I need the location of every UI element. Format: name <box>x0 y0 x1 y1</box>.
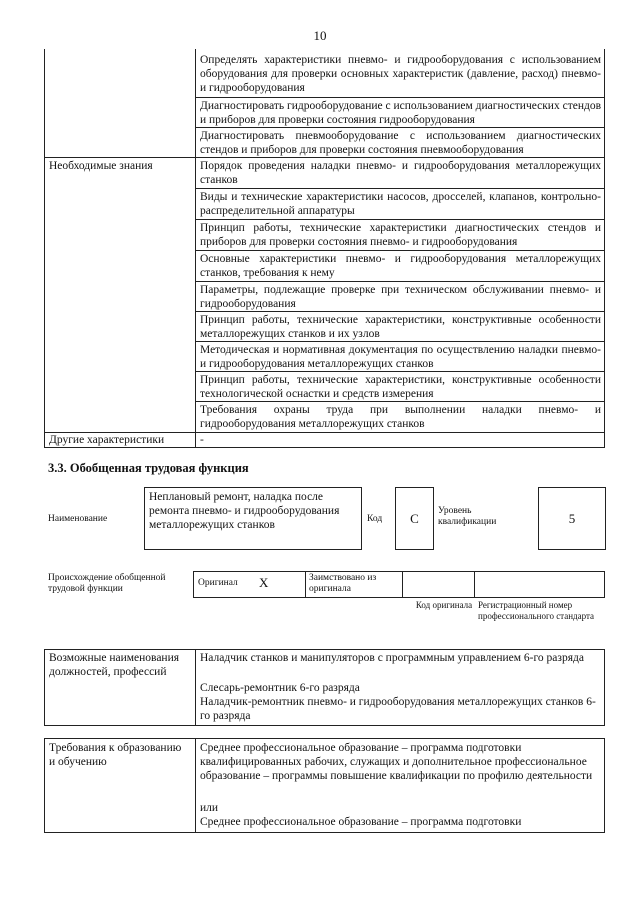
knowledge-item: Принцип работы, технические характеристики, конструктивные особенности технологической оснастки и средств измерения <box>200 374 601 400</box>
knowledge-item: Порядок проведения наладки пневмо- и гидрооборудования металлорежущих станков <box>200 160 601 186</box>
knowledge-item: Принцип работы, технические характеристики диагностических стендов и приборов для проверки состояния пневмо- и гидрооборудования <box>200 222 601 248</box>
original-mark: X <box>259 575 269 590</box>
level-label: Уровень квалификации <box>438 506 497 527</box>
knowledge-item: Принцип работы, технические характеристики, конструктивные особенности металлорежущих станков и их узлов <box>200 314 601 340</box>
position-item: Наладчик-ремонтник пневмо- и гидрооборудования металлорежущих станков 6-го разряда <box>200 696 596 722</box>
positions-label: Возможные наименования должностей, профессий <box>49 652 180 678</box>
code-label: Код <box>367 514 383 524</box>
education-line: Среднее профессиональное образование – программа подготовки квалифицированных рабочих, служащих и дополнительное профессиональное образование – программы повышение квалификации по профилю деятельности <box>200 742 593 782</box>
skill-item: Определять характеристики пневмо- и гидрооборудования с использованием оборудования для проверки основных характеристик (давление, расход) пневмо- и гидрооборудования <box>200 54 601 94</box>
skill-item: Диагностировать пневмооборудование с использованием диагностических стендов и приборов для проверки состояния пневмооборудования <box>200 130 601 156</box>
education-label: Требования к образованию и обучению <box>49 742 182 768</box>
code-value: C <box>410 511 419 526</box>
skill-item: Диагностировать гидрооборудование с использованием диагностических стендов и приборов для проверки состояния гидрооборудования <box>200 100 602 126</box>
knowledge-label: Необходимые знания <box>49 160 153 172</box>
level-value: 5 <box>568 511 576 526</box>
code-original-caption: Код оригинала <box>415 600 473 610</box>
position-item: Наладчик станков и манипуляторов с программным управлением 6-го разряда <box>200 652 584 664</box>
page-number: 10 <box>313 28 327 43</box>
knowledge-item: Параметры, подлежащие проверке при техническом обслуживании пневмо- и гидрооборудования <box>200 284 601 310</box>
original-label: Оригинал <box>198 578 238 588</box>
education-line: Среднее профессиональное образование – программа подготовки <box>200 816 522 828</box>
reg-number-caption: Регистрационный номер профессионального стандарта <box>478 600 595 621</box>
knowledge-item: Виды и технические характеристики насосов, дросселей, клапанов, контрольно-распределительной аппаратуры <box>200 191 601 217</box>
origin-label: Происхождение обобщенной трудовой функции <box>48 573 166 594</box>
knowledge-item: Методическая и нормативная документация по осуществлению наладки пневмо- и гидрооборудования металлорежущих станков <box>200 344 601 370</box>
function-name-label: Наименование <box>48 514 108 524</box>
other-characteristics-label: Другие характеристики <box>49 434 165 446</box>
education-line: или <box>200 802 219 814</box>
function-name-value: Неплановый ремонт, наладка после ремонта пневмо- и гидрооборудования металлорежущих станков <box>149 491 340 531</box>
position-item: Слесарь-ремонтник 6-го разряда <box>200 682 360 694</box>
knowledge-item: Требования охраны труда при выполнении наладки пневмо- и гидрооборудования металлорежущих станков <box>200 404 601 430</box>
section-title: 3.3. Обобщенная трудовая функция <box>48 461 249 475</box>
other-characteristics-value: - <box>200 434 204 446</box>
borrowed-label: Заимствовано из оригинала <box>309 573 377 594</box>
knowledge-item: Основные характеристики пневмо- и гидрооборудования металлорежущих станков, требования к нему <box>200 253 601 279</box>
